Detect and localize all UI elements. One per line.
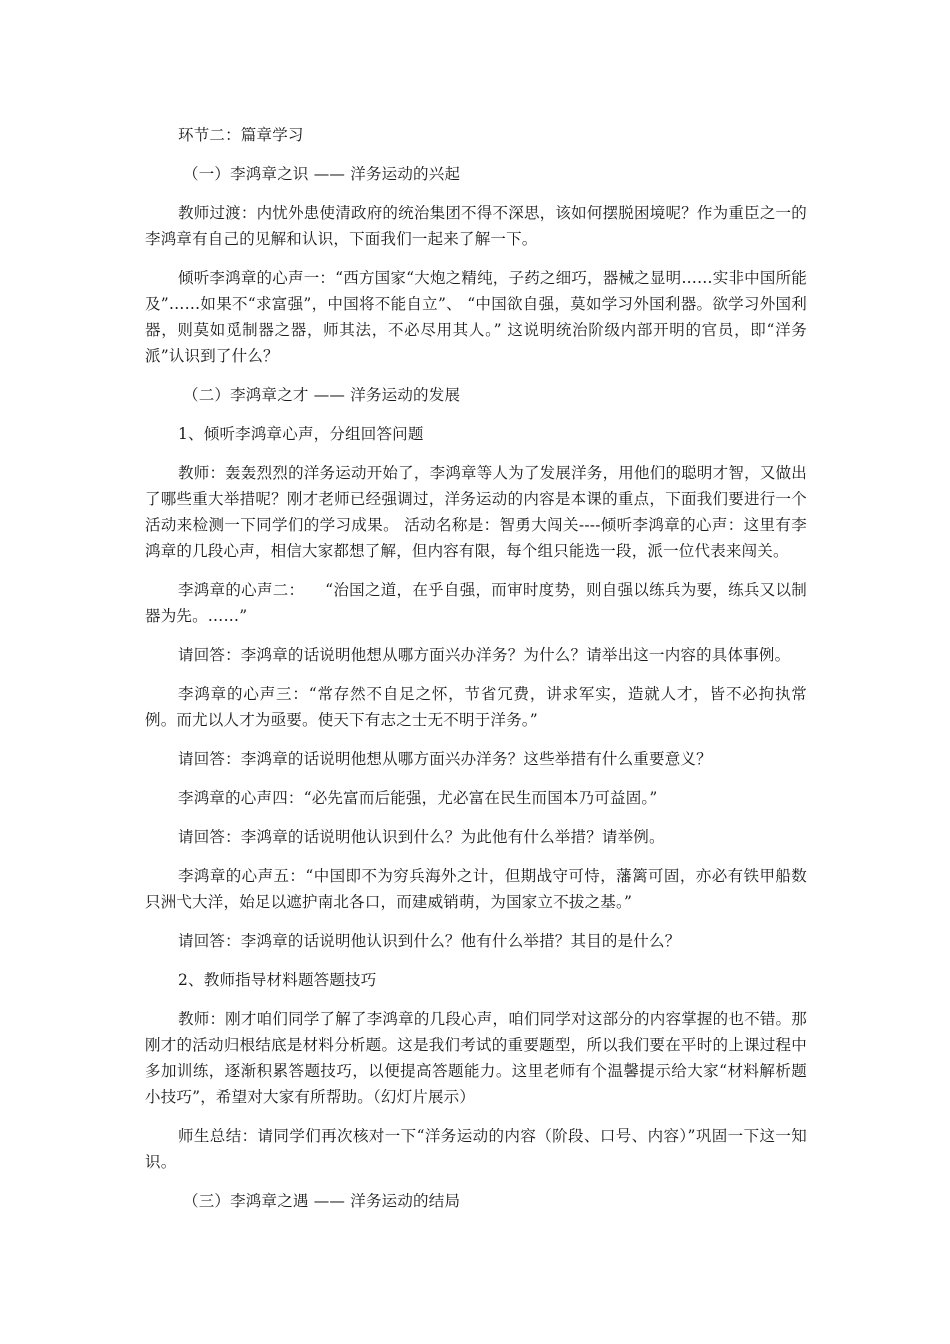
- quote-paragraph: 李鸿章的心声二： “治国之道，在乎自强，而审时度势，则自强以练兵为要，练兵又以制器为先。……”: [145, 581, 807, 625]
- paragraph: 教师过渡：内忧外患使清政府的统治集团不得不深思，该如何摆脱困境呢？作为重臣之一的李鸿章有自己的见解和认识，下面我们一起来了解一下。: [145, 204, 807, 248]
- subsection-heading: （二）李鸿章之才 —— 洋务运动的发展: [183, 386, 461, 404]
- paragraph: 教师：刚才咱们同学了解了李鸿章的几段心声，咱们同学对这部分的内容掌握的也不错。那刚才的活动归根结底是材料分析题。这是我们考试的重要题型，所以我们要在平时的上课过程中多加训练，逐渐积累答题技巧，以便提高答题能力。这里老师有个温馨提示给大家“材料解析题小技巧”，希望对大家有所帮助。（幻灯片展示）: [145, 1010, 807, 1106]
- question-paragraph: 请回答：李鸿章的话说明他认识到什么？为此他有什么举措？请举例。: [178, 828, 665, 846]
- question-paragraph: 请回答：李鸿章的话说明他想从哪方面兴办洋务？这些举措有什么重要意义？: [178, 750, 712, 768]
- document-body: [145, 122, 807, 1227]
- quote-paragraph: 李鸿章的心声四：“必先富而后能强，尤必富在民生而国本乃可益固。”: [178, 789, 658, 807]
- quote-paragraph: 李鸿章的心声五：“中国即不为穷兵海外之计，但期战守可恃，藩篱可固，亦必有铁甲船数只洲弋大洋，始足以遮护南北各口，而建威销萌，为国家立不拔之基。”: [145, 867, 807, 911]
- paragraph: 师生总结：请同学们再次核对一下“洋务运动的内容（阶段、口号、内容）”巩固一下这一知识。: [145, 1127, 807, 1171]
- question-paragraph: 请回答：李鸿章的话说明他想从哪方面兴办洋务？为什么？请举出这一内容的具体事例。: [178, 646, 791, 664]
- paragraph: 教师：轰轰烈烈的洋务运动开始了，李鸿章等人为了发展洋务，用他们的聪明才智，又做出了哪些重大举措呢？刚才老师已经强调过，洋务运动的内容是本课的重点，下面我们要进行一个活动来检测一下同学们的学习成果。 活动名称是：智勇大闯关----倾听李鸿章的心声：这里有李鸿章的几段心声，相信大家都想了解，但内容有限，每个组只能选一段，派一位代表来闯关。: [145, 464, 807, 560]
- quote-paragraph: 李鸿章的心声三：“常存然不自足之怀，节省冗费，讲求军实，造就人才，皆不必拘执常例。而尤以人才为亟要。使天下有志之士无不明于洋务。”: [145, 685, 807, 729]
- list-heading: 2、教师指导材料题答题技巧: [178, 971, 377, 989]
- section-heading: 环节二：篇章学习: [178, 126, 304, 144]
- subsection-heading: （三）李鸿章之遇 —— 洋务运动的结局: [183, 1192, 461, 1210]
- paragraph: 倾听李鸿章的心声一：“西方国家“大炮之精纯，子药之细巧，器械之显明……实非中国所能及”……如果不“求富强”，中国将不能自立”、 “中国欲自强，莫如学习外国利器。欲学习外国利器，则莫如觅制器之器，师其法，不必尽用其人。” 这说明统治阶级内部开明的官员，即“洋务派”认识到了什么？: [145, 269, 807, 365]
- question-paragraph: 请回答：李鸿章的话说明他认识到什么？他有什么举措？其目的是什么？: [178, 932, 681, 950]
- subsection-heading: （一）李鸿章之识 —— 洋务运动的兴起: [183, 165, 461, 183]
- list-heading: 1、倾听李鸿章心声，分组回答问题: [178, 425, 424, 443]
